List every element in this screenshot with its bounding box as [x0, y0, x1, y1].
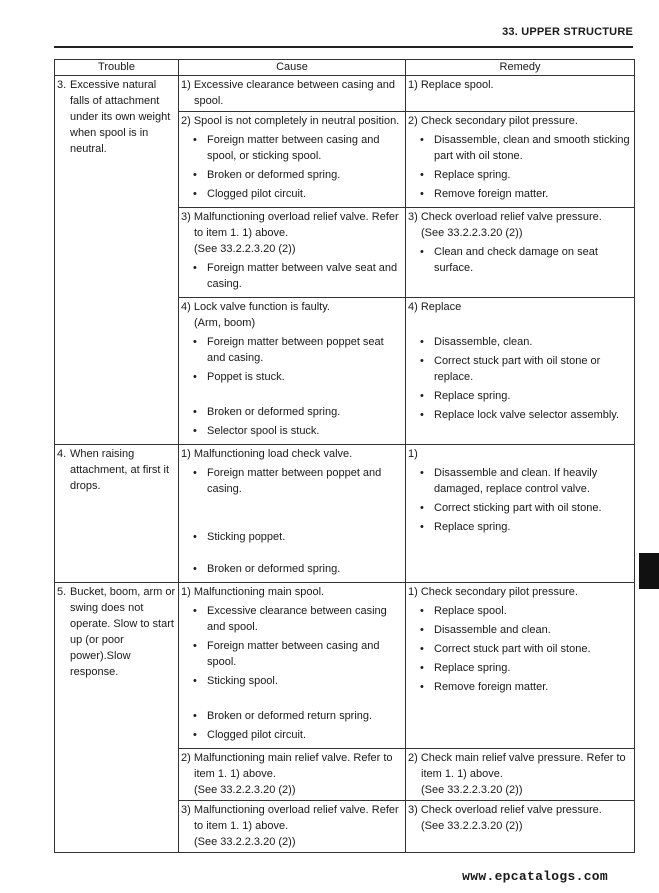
remedy-reference: (See 33.2.2.3.20 (2)): [421, 784, 523, 796]
cause-cell: [179, 208, 406, 298]
cause-bullet: • Sticking poppet.: [193, 529, 403, 545]
remedy-bullet: • Correct stuck part with oil stone or replace.: [420, 353, 632, 385]
remedy-cell: [406, 208, 635, 298]
remedy-text: 1) Check secondary pilot pressure.: [408, 586, 578, 598]
remedy-bullet: • Disassemble and clean.: [420, 622, 632, 638]
remedy-text: 3) Check overload relief valve pressure.: [408, 804, 602, 816]
cause-text: 4) Lock valve function is faulty.: [181, 301, 330, 313]
cause-text-cont: spool.: [194, 95, 224, 107]
cause-bullet-list: [181, 132, 403, 202]
remedy-bullet-list: [408, 603, 632, 695]
cause-cell: [179, 801, 406, 853]
cause-bullet-list: [181, 260, 403, 292]
cause-text: 3) Malfunctioning overload relief valve. Refer: [181, 804, 399, 816]
cause-bullet: • Selector spool is stuck.: [193, 423, 403, 439]
cause-bullet: • Clogged pilot circuit.: [193, 186, 403, 202]
cause-text: 1) Excessive clearance between casing and: [181, 79, 396, 91]
trouble-cell: [55, 583, 179, 853]
trouble-number: 5.: [57, 586, 67, 598]
trouble-text: When raising attachment, at first it drops.: [70, 448, 170, 492]
remedy-bullet: • Replace lock valve selector assembly.: [420, 407, 632, 423]
trouble-number: 4.: [57, 448, 67, 460]
remedy-cell: [406, 298, 635, 445]
section-thumb-tab: [639, 553, 659, 589]
remedy-text: 1): [408, 448, 418, 460]
remedy-bullet: • Disassemble and clean. If heavily damaged, replace control valve.: [420, 465, 632, 497]
remedy-bullet-list: [408, 132, 632, 202]
watermark: www.epcatalogs.com: [462, 869, 608, 884]
remedy-bullet: • Disassemble, clean and smooth sticking part with oil stone.: [420, 132, 632, 164]
remedy-bullet: • Replace spring.: [420, 519, 632, 535]
remedy-text: 4) Replace: [408, 301, 462, 313]
cause-bullet: • Foreign matter between casing and spool, or sticking spool.: [193, 132, 403, 164]
cause-bullet: • Foreign matter between poppet seat and casing.: [193, 334, 403, 366]
table-row: [55, 76, 635, 112]
cause-reference: (See 33.2.2.3.20 (2)): [194, 784, 296, 796]
remedy-bullet: • Clean and check damage on seat surface.: [420, 244, 632, 276]
trouble-cell: [55, 76, 179, 445]
cause-bullet: • Sticking spool.: [193, 673, 403, 689]
remedy-bullet-list: [408, 465, 632, 535]
remedy-text: 3) Check overload relief valve pressure.: [408, 211, 602, 223]
cause-bullet: • Broken or deformed spring.: [193, 561, 403, 577]
troubleshooting-table: [54, 59, 635, 853]
cause-text: 2) Malfunctioning main relief valve. Refer to: [181, 752, 393, 764]
remedy-cell: [406, 749, 635, 801]
cause-bullet-list: [181, 465, 403, 577]
cause-bullet: • Broken or deformed return spring.: [193, 708, 403, 724]
cause-text: 3) Malfunctioning overload relief valve. Refer: [181, 211, 399, 223]
remedy-bullet: • Replace spring.: [420, 167, 632, 183]
remedy-bullet: • Replace spring.: [420, 388, 632, 404]
cause-text: 2) Spool is not completely in neutral position.: [181, 115, 400, 127]
cause-text: 1) Malfunctioning main spool.: [181, 586, 325, 598]
trouble-cell: [55, 445, 179, 583]
table-row: [55, 445, 635, 583]
remedy-bullet: • Remove foreign matter.: [420, 679, 632, 695]
remedy-bullet: • Replace spring.: [420, 660, 632, 676]
column-header-cause: Cause: [179, 60, 406, 76]
cause-bullet: • Foreign matter between casing and spool.: [193, 638, 403, 670]
remedy-cell: [406, 112, 635, 208]
cause-cell: [179, 749, 406, 801]
cause-bullet: • Broken or deformed spring.: [193, 404, 403, 420]
trouble-text: Bucket, boom, arm or swing does not operate. Slow to start up (or poor power).Slow response.: [70, 586, 176, 678]
cause-bullet: • Excessive clearance between casing and spool.: [193, 603, 403, 635]
trouble-number: 3.: [57, 79, 67, 91]
remedy-cell: [406, 76, 635, 112]
cause-text: 1) Malfunctioning load check valve.: [181, 448, 353, 460]
remedy-text-cont: item 1. 1) above.: [421, 768, 503, 780]
cause-bullet-list: [181, 603, 403, 743]
remedy-bullet: • Correct sticking part with oil stone.: [420, 500, 632, 516]
cause-cell: [179, 112, 406, 208]
remedy-bullet: • Disassemble, clean.: [420, 334, 632, 350]
remedy-cell: [406, 801, 635, 853]
cause-bullet: • Clogged pilot circuit.: [193, 727, 403, 743]
cause-cell: [179, 583, 406, 749]
cause-cell: [179, 298, 406, 445]
remedy-bullet-list: [408, 334, 632, 423]
column-header-remedy: Remedy: [406, 60, 635, 76]
table-header-row: [55, 60, 635, 76]
remedy-cell: [406, 583, 635, 749]
table-row: [55, 583, 635, 749]
cause-bullet-list: [181, 334, 403, 439]
remedy-reference: (See 33.2.2.3.20 (2)): [421, 820, 523, 832]
cause-cell: [179, 76, 406, 112]
page-header: [54, 0, 633, 48]
trouble-text: Excessive natural falls of attachment under its own weight when spool is in neutral.: [70, 79, 171, 155]
remedy-bullet: • Remove foreign matter.: [420, 186, 632, 202]
cause-bullet: • Poppet is stuck.: [193, 369, 403, 385]
cause-bullet: • Broken or deformed spring.: [193, 167, 403, 183]
remedy-bullet: • Replace spool.: [420, 603, 632, 619]
remedy-reference: (See 33.2.2.3.20 (2)): [421, 227, 523, 239]
column-header-trouble: Trouble: [55, 60, 179, 76]
cause-text-cont: to item 1. 1) above.: [194, 820, 289, 832]
cause-bullet: • Foreign matter between poppet and casing.: [193, 465, 403, 497]
remedy-text: 1) Replace spool.: [408, 79, 494, 91]
remedy-text: 2) Check main relief valve pressure. Refer to: [408, 752, 626, 764]
cause-text-cont: item 1. 1) above.: [194, 768, 276, 780]
cause-cell: [179, 445, 406, 583]
section-title: 33. UPPER STRUCTURE: [502, 26, 633, 38]
cause-text-cont: to item 1. 1) above.: [194, 227, 289, 239]
remedy-cell: [406, 445, 635, 583]
cause-reference: (See 33.2.2.3.20 (2)): [194, 836, 296, 848]
remedy-bullet: • Correct stuck part with oil stone.: [420, 641, 632, 657]
cause-text-cont: (Arm, boom): [194, 317, 256, 329]
remedy-text: 2) Check secondary pilot pressure.: [408, 115, 578, 127]
remedy-bullet-list: [408, 244, 632, 276]
cause-reference: (See 33.2.2.3.20 (2)): [194, 243, 296, 255]
spacer: [408, 315, 632, 331]
cause-bullet: • Foreign matter between valve seat and casing.: [193, 260, 403, 292]
